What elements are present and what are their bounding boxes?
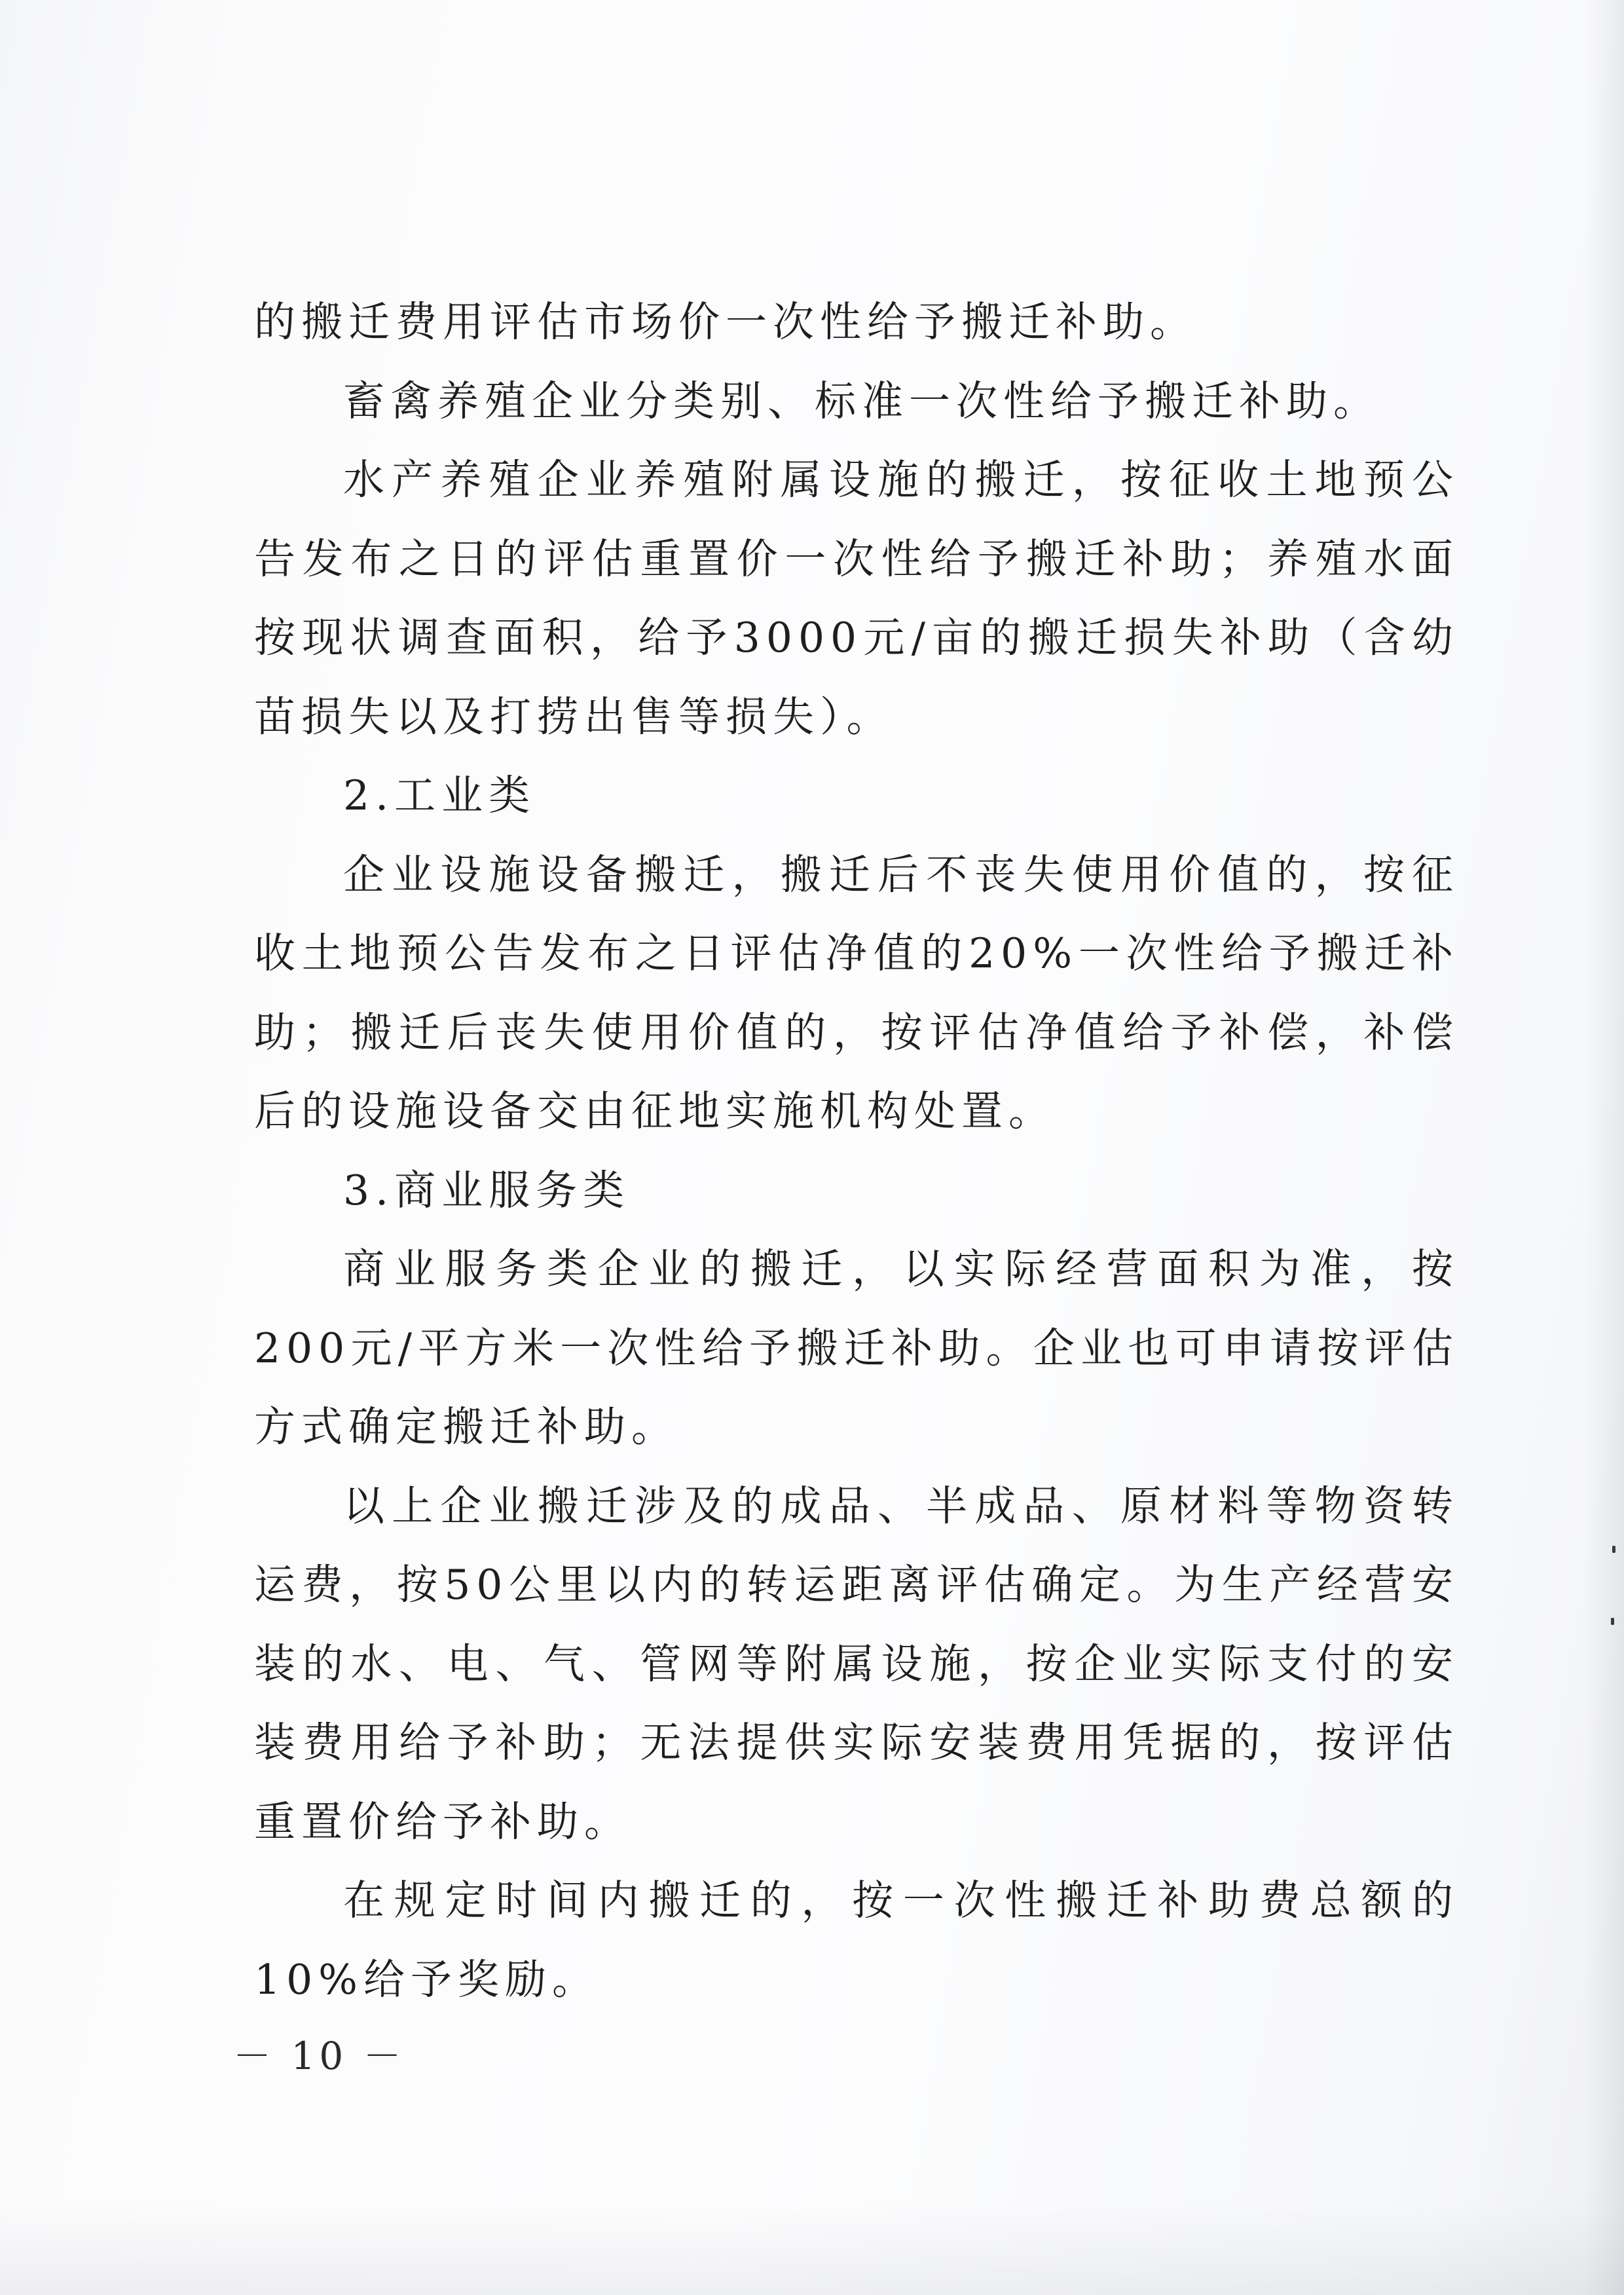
paragraph-reward: 在规定时间内搬迁的，按一次性搬迁补助费总额的10%给予奖励。 <box>254 1876 1459 2004</box>
scan-edge-shadow-right <box>1585 0 1624 2295</box>
page-number: － 10 － <box>233 2034 405 2078</box>
section-heading-industrial: 2.工业类 <box>343 772 536 819</box>
paragraph-commercial: 商业服务类企业的搬迁，以实际经营面积为准，按200元/平方米一次性给予搬迁补助。企业也可申请按评估方式确定搬迁补助。 <box>254 1245 1459 1451</box>
scan-speck <box>1612 1546 1615 1553</box>
paragraph-industrial: 企业设施设备搬迁，搬迁后不丧失使用价值的，按征收土地预公告发布之日评估净值的20%一次性给予搬迁补助；搬迁后丧失使用价值的，按评估净值给予补偿，补偿后的设施设备交由征地实施机构处置。 <box>254 850 1459 1135</box>
scan-speck <box>1611 1618 1614 1625</box>
paragraph-continuation: 的搬迁费用评估市场价一次性给予搬迁补助。 <box>254 298 1197 346</box>
section-heading-commercial: 3.商业服务类 <box>343 1166 631 1214</box>
paragraph-transport-fees: 以上企业搬迁涉及的成品、半成品、原材料等物资转运费，按50公里以内的转运距离评估确定。为生产经营安装的水、电、气、管网等附属设施，按企业实际支付的安装费用给予补助；无法提供实际安装费用凭据的，按评估重置价给予补助。 <box>254 1482 1459 1846</box>
paragraph-livestock: 畜禽养殖企业分类别、标准一次性给予搬迁补助。 <box>343 377 1380 425</box>
paragraph-aquaculture: 水产养殖企业养殖附属设施的搬迁，按征收土地预公告发布之日的评估重置价一次性给予搬迁补助；养殖水面按现状调查面积，给予3000元/亩的搬迁损失补助（含幼苗损失以及打捞出售等损失）。 <box>254 456 1459 741</box>
scan-edge-shadow-bottom <box>0 2203 1624 2295</box>
document-body <box>254 283 1459 2019</box>
